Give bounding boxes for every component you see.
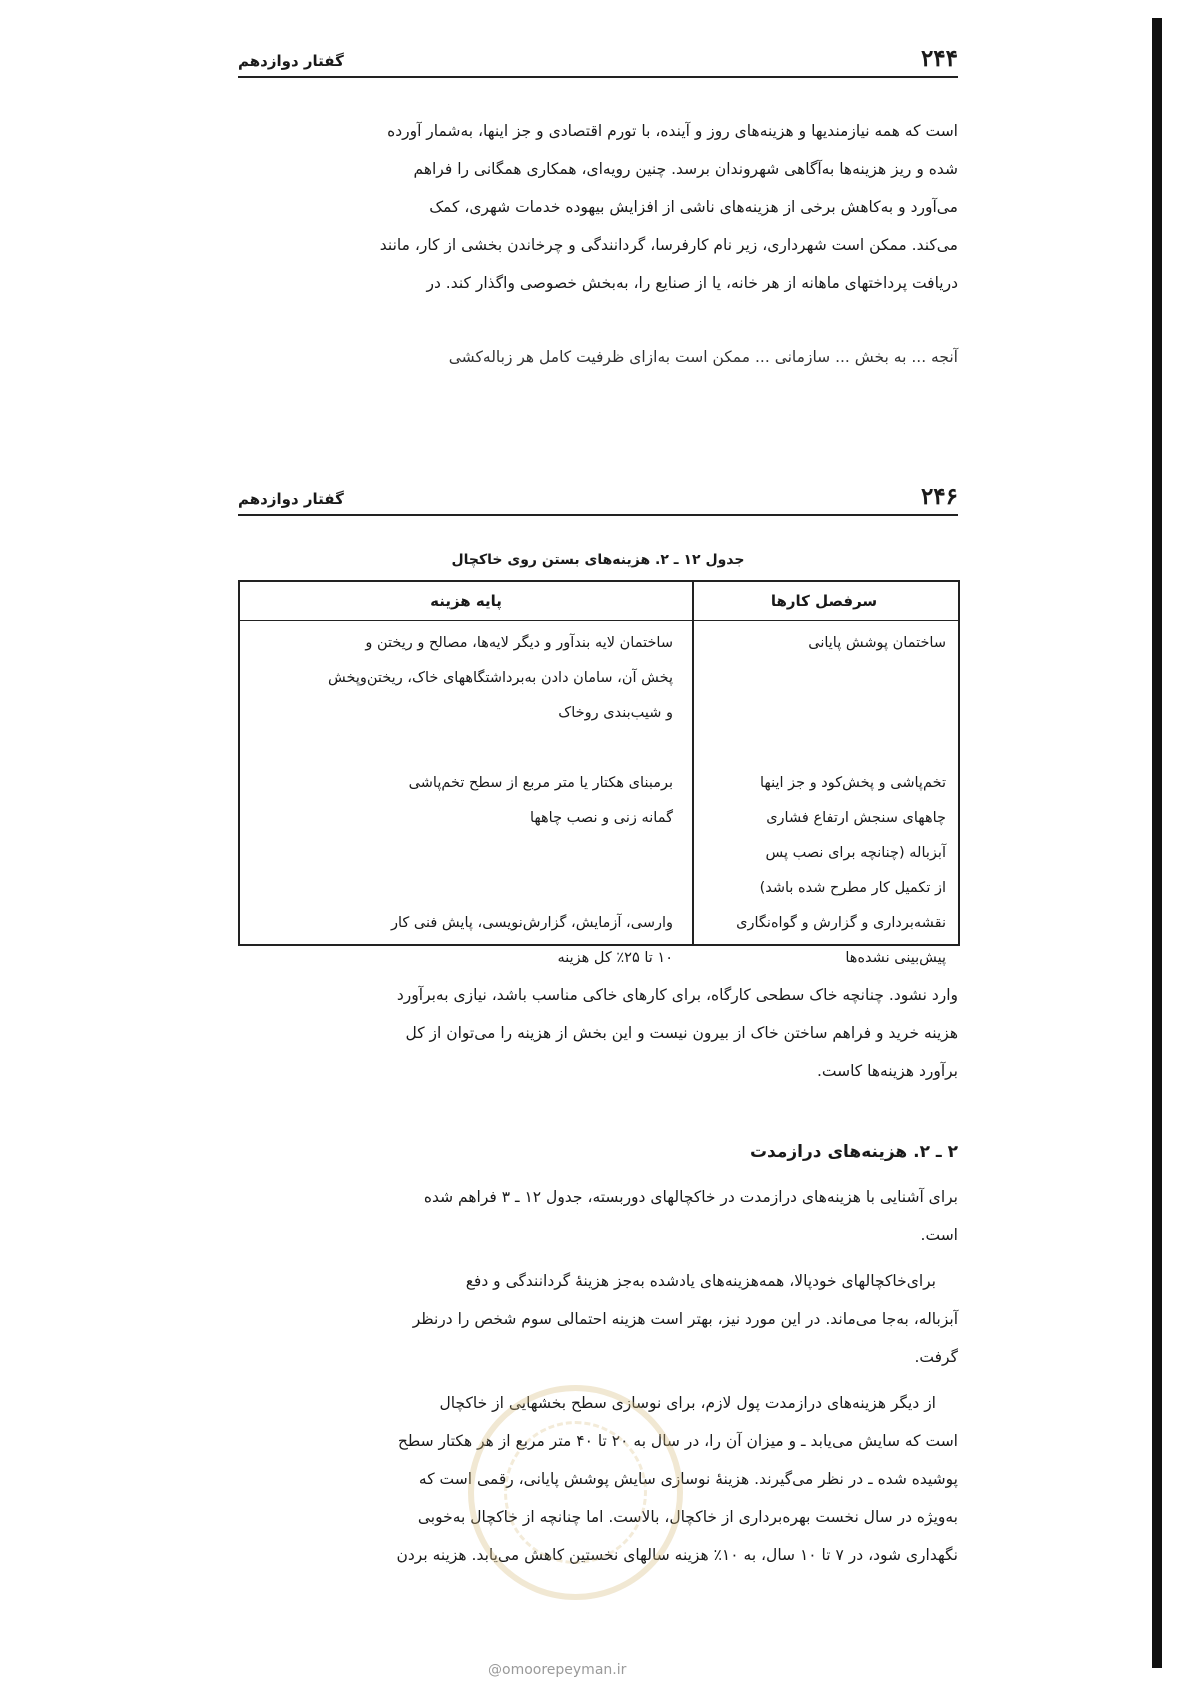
table-cell [248,731,673,766]
watermark-seal-ring [504,1421,647,1564]
table-cell [696,696,946,731]
table-header-row [240,582,958,621]
item-column [696,626,946,976]
table-cell: و شیب‌بندی روخاک [558,705,673,721]
text-line: نگهداری شود، در ۷ تا ۱۰ سال، به ۱۰٪ هزینه سالهای نخستین کاهش می‌یابد. هزینه بردن [396,1546,958,1564]
basis-column [248,626,673,976]
table-cell: تخم‌پاشی و پخش‌کود و جز اینها [759,775,946,791]
text-line: برای‌خاکچالهای خودپالا، همه‌هزینه‌های یادشده به‌جز هزینهٔ گردانندگی و دفع [465,1272,936,1290]
table-cell: پخش آن، سامان دادن به‌برداشتگاههای خاک، ریختن‌وپخش [328,670,673,686]
table-cell [248,836,673,871]
watermark-url: @omoorepeyman.ir [488,1662,627,1678]
text-line: می‌آورد و به‌کاهش برخی از هزینه‌های ناشی از افزایش بیهوده خدمات شهری، کمک [429,198,958,216]
table-cell: برمبنای هکتار یا متر مربع از سطح تخم‌پاشی [408,775,673,791]
table-cell: وارسی، آزمایش، گزارش‌نویسی، پایش فنی کار [391,915,673,931]
table-cell: آبزباله (چنانچه برای نصب پس [765,845,946,861]
table-cell: ساختمان پوشش پایانی [808,635,946,651]
table-cell: ساختمان لایه بندآور و دیگر لایه‌ها، مصالح و ریختن و [365,635,673,651]
table-cell [696,661,946,696]
text-line: است که سایش می‌یابد ـ و میزان آن را، در سال به ۲۰ تا ۴۰ متر مربع از هر هکتار سطح [397,1432,958,1450]
section-heading: ۲ ـ ۲. هزینه‌های درازمدت [749,1142,958,1162]
table-cell: پیش‌بینی نشده‌ها [845,950,946,966]
closure-cost-table [238,580,960,966]
text-line: گرفت. [914,1348,958,1366]
table-cell: نقشه‌برداری و گزارش و گواه‌نگاری [736,915,946,931]
text-line: هزینه خرید و فراهم ساختن خاک از بیرون نیست و این بخش از هزینه را می‌توان از کل [405,1024,958,1042]
table-caption: جدول ۱۲ ـ ۲. هزینه‌های بستن روی خاکچال [451,552,745,568]
table-cell: از تکمیل کار مطرح شده باشد) [759,880,946,896]
header-basis: پایه هزینه [430,592,502,610]
text-line: برآورد هزینه‌ها کاست. [816,1062,958,1080]
text-line: از دیگر هزینه‌های درازمدت پول لازم، برای نوسازی سطح بخشهایی از خاکچال [439,1394,936,1412]
text-line: به‌ویژه در سال نخست بهره‌برداری از خاکچال، بالاست. اما چنانچه از خاکچال به‌خوبی [417,1508,958,1526]
top-page-header [238,30,958,78]
cut-off-text: آنجه ... به بخش ... سازمانی ... ممکن است به‌ازای ظرفیت کامل هر زباله‌کشی [448,348,958,366]
column-divider [692,582,694,944]
bottom-page-header [238,468,958,516]
table-cell: چاههای سنجش ارتفاع فشاری [766,810,946,826]
cut-off-line [238,342,958,366]
top-page-number: ۲۴۴ [920,45,958,72]
top-chapter-title: گفتار دوازدهم [238,52,344,70]
after-table-paragraph [238,976,958,1090]
table-cell [248,871,673,906]
text-line: پوشیده شده ـ در نظر می‌گیرند. هزینهٔ نوسازی سایش پوشش پایانی، رقمی است که [418,1470,958,1488]
bottom-page-number: ۲۴۶ [920,483,958,510]
text-line: دریافت پرداختهای ماهانه از هر خانه، یا از صنایع را، به‌بخش خصوصی واگذار کند. در [426,274,958,292]
watermark-seal [468,1385,683,1600]
text-line: آبزباله، به‌جا می‌ماند. در این مورد نیز، بهتر است هزینه احتمالی سوم شخص را درنظر [412,1310,958,1328]
text-line: است که همه نیازمندیها و هزینه‌های روز و آینده، با تورم اقتصادی و جز اینها، به‌شمار آورده [387,122,958,140]
text-line: برای آشنایی با هزینه‌های درازمدت در خاکچالهای دوربسته، جدول ۱۲ ـ ۳ فراهم شده [423,1188,958,1206]
text-line: است. [920,1226,958,1244]
text-line: شده و ریز هزینه‌ها به‌آگاهی شهروندان برسد. چنین رویه‌ای، همکاری همگانی را فراهم [413,160,958,178]
scan-page-edge [1152,18,1162,1668]
header-item: سرفصل کارها [770,592,878,610]
table-cell: ۱۰ تا ۲۵٪ کل هزینه [557,950,673,966]
text-line: می‌کند. ممکن است شهرداری، زیر نام کارفرسا، گردانندگی و چرخاندن بخشی از کار، مانند [379,236,958,254]
bottom-chapter-title: گفتار دوازدهم [238,490,344,508]
table-cell: گمانه زنی و نصب چاهها [529,810,673,826]
table-cell [696,731,946,766]
text-line: وارد نشود. چنانچه خاک سطحی کارگاه، برای کارهای خاکی مناسب باشد، نیازی به‌برآورد [396,986,958,1004]
top-paragraph [238,112,958,302]
